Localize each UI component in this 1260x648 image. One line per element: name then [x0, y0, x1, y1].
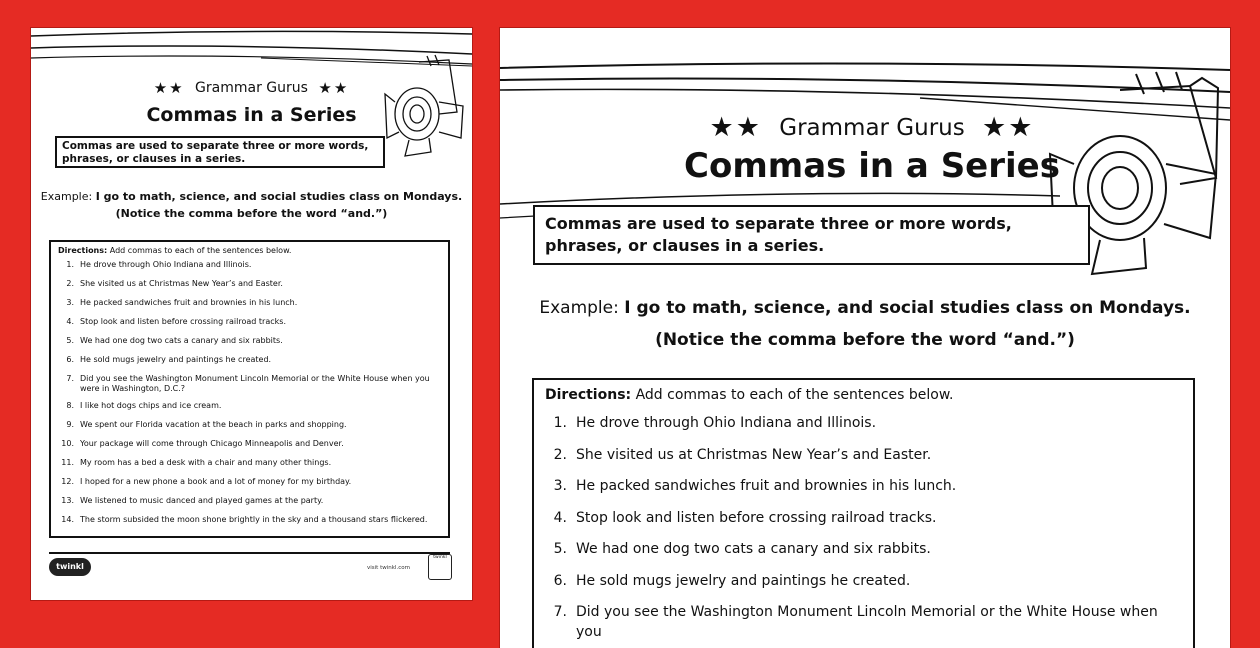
list-item	[58, 260, 441, 270]
star-icon: ★★	[982, 112, 1035, 143]
item-number: 1.	[66, 260, 74, 269]
item-text: My room has a bed a desk with a chair and many other things.	[80, 458, 332, 467]
item-number: 11.	[61, 458, 74, 467]
sentence-list	[545, 413, 1182, 642]
list-item	[545, 539, 1182, 559]
directions-label: Directions:	[58, 246, 108, 255]
worksheet-title: Commas in a Series	[146, 104, 357, 126]
item-text: Stop look and listen before crossing railroad tracks.	[80, 317, 286, 326]
item-text: She visited us at Christmas New Year’s and Easter.	[576, 446, 932, 463]
list-item	[545, 602, 1182, 642]
item-number: 13.	[61, 496, 74, 505]
example-note: (Notice the comma before the word “and.”)	[655, 330, 1075, 350]
star-icon: ★★	[709, 112, 762, 143]
list-item	[58, 401, 441, 411]
list-item	[545, 413, 1182, 433]
list-item	[58, 374, 441, 394]
directions-text: Add commas to each of the sentences below.	[109, 246, 292, 255]
worksheet-header	[500, 112, 1230, 143]
worksheet-subtitle: Grammar Gurus	[195, 80, 308, 96]
list-item	[545, 445, 1182, 465]
example-block	[31, 188, 472, 222]
twinkl-logo: twinkl	[49, 558, 91, 576]
footer-divider	[49, 552, 450, 554]
example-sentence: I go to math, science, and social studies class on Mondays.	[95, 190, 463, 203]
item-number: 8.	[66, 401, 74, 410]
directions	[58, 246, 441, 255]
item-text: He sold mugs jewelry and paintings he created.	[576, 572, 911, 589]
item-text: Did you see the Washington Monument Lincoln Memorial or the White House when you	[576, 604, 1158, 640]
directions-box	[532, 378, 1195, 648]
star-icon: ★★	[318, 79, 350, 97]
list-item	[58, 298, 441, 308]
directions-box	[49, 240, 450, 538]
item-text: We spent our Florida vacation at the beach in parks and shopping.	[80, 420, 347, 429]
example-note: (Notice the comma before the word “and.”)	[115, 207, 388, 220]
item-number: 9.	[66, 420, 74, 429]
item-number: 7.	[66, 374, 74, 383]
item-text: He packed sandwiches fruit and brownies in his lunch.	[80, 298, 298, 307]
worksheet-detail	[500, 28, 1230, 648]
item-number: 2.	[553, 446, 567, 463]
worksheet-thumbnail	[31, 28, 472, 600]
item-number: 6.	[553, 572, 567, 589]
list-item	[58, 336, 441, 346]
list-item	[58, 496, 441, 506]
item-number: 7.	[553, 604, 567, 620]
item-text: I hoped for a new phone a book and a lot of money for my birthday.	[80, 477, 352, 486]
directions-text: Add commas to each of the sentences below.	[635, 387, 954, 403]
item-text: Did you see the Washington Monument Lincoln Memorial or the White House when you were in Washington, D.C.?	[80, 374, 430, 393]
item-number: 14.	[61, 515, 74, 524]
item-text: He packed sandwiches fruit and brownies in his lunch.	[576, 478, 957, 494]
directions-label: Directions:	[545, 387, 632, 403]
item-text: We had one dog two cats a canary and six rabbits.	[576, 541, 931, 557]
list-item	[58, 317, 441, 327]
item-text: She visited us at Christmas New Year’s and Easter.	[80, 279, 283, 288]
item-text: We had one dog two cats a canary and six rabbits.	[80, 336, 283, 345]
item-text: He sold mugs jewelry and paintings he created.	[80, 355, 272, 364]
item-text: I like hot dogs chips and ice cream.	[80, 401, 222, 410]
definition-box: Commas are used to separate three or more words, phrases, or clauses in a series.	[55, 136, 385, 168]
item-number: 5.	[66, 336, 74, 345]
item-number: 6.	[66, 355, 74, 364]
list-item	[58, 477, 441, 487]
list-item	[58, 439, 441, 449]
item-number: 3.	[553, 478, 567, 494]
list-item	[58, 458, 441, 468]
list-item	[58, 355, 441, 365]
worksheet-subtitle: Grammar Gurus	[779, 114, 965, 141]
example-label: Example:	[40, 190, 93, 203]
definition-box: Commas are used to separate three or more words, phrases, or clauses in a series.	[533, 205, 1090, 265]
example-sentence: I go to math, science, and social studies class on Mondays.	[624, 298, 1191, 318]
list-item	[545, 508, 1182, 528]
item-number: 4.	[66, 317, 74, 326]
star-icon: ★★	[153, 79, 185, 97]
example-label: Example:	[539, 298, 619, 318]
list-item	[58, 279, 441, 289]
directions	[545, 387, 1182, 403]
item-number: 12.	[61, 477, 74, 486]
item-number: 1.	[553, 415, 567, 431]
worksheet-header	[31, 79, 472, 97]
item-text: He drove through Ohio Indiana and Illinois.	[80, 260, 252, 269]
sentence-list	[58, 260, 441, 525]
item-text: Your package will come through Chicago Minneapolis and Denver.	[80, 439, 344, 448]
item-number: 5.	[553, 541, 567, 557]
item-text: Stop look and listen before crossing railroad tracks.	[576, 509, 937, 526]
footer-url: visit twinkl.com	[367, 565, 410, 571]
item-number: 2.	[66, 279, 74, 288]
list-item	[545, 571, 1182, 591]
item-text: He drove through Ohio Indiana and Illinois.	[576, 415, 877, 431]
footer-badge: twinkl	[428, 554, 452, 580]
list-item	[545, 476, 1182, 496]
example-block	[500, 292, 1230, 356]
list-item	[58, 515, 441, 525]
item-text: We listened to music danced and played games at the party.	[80, 496, 324, 505]
item-number: 3.	[66, 298, 74, 307]
item-number: 4.	[553, 509, 567, 526]
list-item	[58, 420, 441, 430]
item-number: 10.	[61, 439, 74, 448]
item-text: The storm subsided the moon shone brightly in the sky and a thousand stars flickered.	[80, 515, 428, 524]
worksheet-title: Commas in a Series	[684, 146, 1060, 186]
